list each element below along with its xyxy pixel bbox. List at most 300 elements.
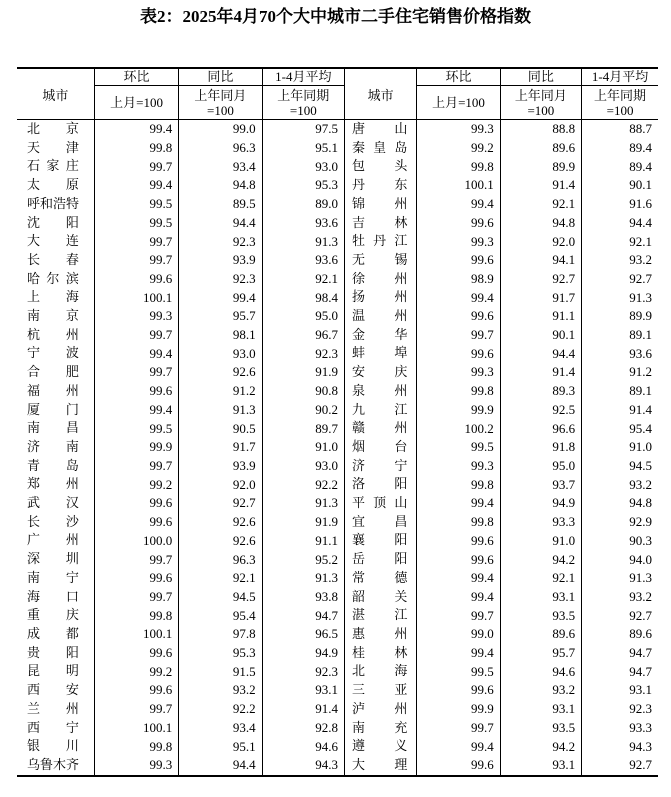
yoy-value-cell: 99.0 xyxy=(179,120,262,139)
mom-value-cell: 99.5 xyxy=(417,662,500,681)
city-cell xyxy=(345,700,417,719)
city-cell xyxy=(345,344,417,363)
yoy-value-cell: 92.1 xyxy=(179,569,262,588)
table-row xyxy=(17,606,658,625)
yoy-value-cell: 91.3 xyxy=(179,401,262,420)
table-row xyxy=(17,700,658,719)
mom-value-cell: 99.6 xyxy=(417,214,500,233)
yoy-value-cell: 94.2 xyxy=(500,550,581,569)
avg-value-cell: 93.2 xyxy=(582,475,658,494)
avg-value-cell: 95.2 xyxy=(262,550,344,569)
city-cell xyxy=(345,363,417,382)
mom-value-cell: 99.8 xyxy=(94,139,178,158)
city-cell xyxy=(17,382,94,401)
mom-value-cell: 99.2 xyxy=(94,475,178,494)
city-name: 桂林 xyxy=(352,644,408,660)
city-name: 南充 xyxy=(352,719,408,735)
yoy-value-cell: 93.1 xyxy=(500,700,581,719)
avg-value-cell: 92.1 xyxy=(262,270,344,289)
page-title: 表2：2025年4月70个大中城市二手住宅销售价格指数 xyxy=(140,7,531,26)
avg-value-cell: 91.4 xyxy=(262,700,344,719)
mom-value-cell: 100.0 xyxy=(94,531,178,550)
city-name: 济宁 xyxy=(352,457,408,473)
city-cell xyxy=(17,307,94,326)
yoy-value-cell: 95.4 xyxy=(179,606,262,625)
avg-value-cell: 91.4 xyxy=(582,401,658,420)
mom-value-cell: 100.1 xyxy=(94,288,178,307)
city-cell xyxy=(345,270,417,289)
city-name: 北京 xyxy=(27,121,79,136)
avg-value-cell: 94.4 xyxy=(582,214,658,233)
city-cell xyxy=(17,662,94,681)
table-row xyxy=(17,232,658,251)
city-cell xyxy=(345,457,417,476)
yoy-value-cell: 89.5 xyxy=(179,195,262,214)
table-row xyxy=(17,494,658,513)
city-cell xyxy=(345,475,417,494)
table-row xyxy=(17,625,658,644)
price-index-table xyxy=(17,67,658,777)
city-cell xyxy=(17,475,94,494)
table-row xyxy=(17,419,658,438)
city-name: 徐州 xyxy=(352,270,408,286)
table-row xyxy=(17,270,658,289)
avg-value-cell: 96.5 xyxy=(262,625,344,644)
mom-value-cell: 99.6 xyxy=(417,550,500,569)
yoy-value-cell: 94.9 xyxy=(500,494,581,513)
avg-value-cell: 91.3 xyxy=(262,494,344,513)
table-row xyxy=(17,251,658,270)
yoy-value-cell: 97.8 xyxy=(179,625,262,644)
yoy-value-cell: 94.8 xyxy=(500,214,581,233)
city-name: 南昌 xyxy=(27,420,79,436)
table-row xyxy=(17,457,658,476)
avg-value-cell: 88.7 xyxy=(582,120,658,139)
avg-value-cell: 91.0 xyxy=(262,438,344,457)
mom-value-cell: 99.4 xyxy=(417,588,500,607)
yoy-value-cell: 95.0 xyxy=(500,457,581,476)
city-cell xyxy=(345,588,417,607)
city-name: 金华 xyxy=(352,326,408,342)
yoy-value-cell: 89.6 xyxy=(500,625,581,644)
mom-value-cell: 99.7 xyxy=(94,457,178,476)
header-avg-base-line2: =100 xyxy=(606,102,634,118)
yoy-value-cell: 93.1 xyxy=(500,588,581,607)
mom-value-cell: 99.4 xyxy=(417,644,500,663)
city-name: 太原 xyxy=(27,177,79,193)
city-name: 成都 xyxy=(27,625,79,641)
yoy-value-cell: 89.3 xyxy=(500,382,581,401)
yoy-value-cell: 92.7 xyxy=(179,494,262,513)
avg-value-cell: 93.0 xyxy=(262,157,344,176)
city-cell xyxy=(345,719,417,738)
city-name: 牡丹江 xyxy=(352,233,408,249)
city-cell xyxy=(17,270,94,289)
city-cell xyxy=(345,232,417,251)
avg-value-cell: 94.5 xyxy=(582,457,658,476)
city-name: 常德 xyxy=(352,569,408,585)
mom-value-cell: 99.6 xyxy=(94,382,178,401)
city-cell xyxy=(17,401,94,420)
avg-value-cell: 89.4 xyxy=(582,139,658,158)
avg-value-cell: 91.6 xyxy=(582,195,658,214)
yoy-value-cell: 95.7 xyxy=(179,307,262,326)
yoy-value-cell: 92.6 xyxy=(179,363,262,382)
mom-value-cell: 99.3 xyxy=(417,457,500,476)
city-cell xyxy=(345,326,417,345)
yoy-value-cell: 94.8 xyxy=(179,176,262,195)
city-name: 重庆 xyxy=(27,607,79,623)
header-yoy-base-line1: 上年同月 xyxy=(514,87,567,103)
avg-value-cell: 93.6 xyxy=(582,344,658,363)
header-city-label-right: 城市 xyxy=(345,68,417,120)
yoy-value-cell: 94.4 xyxy=(179,756,262,776)
city-cell xyxy=(17,719,94,738)
mom-value-cell: 99.6 xyxy=(417,344,500,363)
city-name: 广州 xyxy=(27,532,79,548)
avg-value-cell: 92.3 xyxy=(582,700,658,719)
header-yoy-base-left xyxy=(179,86,262,120)
yoy-value-cell: 99.4 xyxy=(179,288,262,307)
yoy-value-cell: 91.2 xyxy=(179,382,262,401)
yoy-value-cell: 92.1 xyxy=(500,195,581,214)
table-row xyxy=(17,195,658,214)
mom-value-cell: 99.6 xyxy=(417,251,500,270)
city-cell xyxy=(17,251,94,270)
city-name: 长沙 xyxy=(27,513,79,529)
header-mom-base-left: 上月=100 xyxy=(94,86,178,120)
city-name: 秦皇岛 xyxy=(352,139,408,155)
city-cell xyxy=(17,344,94,363)
city-cell xyxy=(17,157,94,176)
city-name: 宁波 xyxy=(27,345,79,361)
yoy-value-cell: 92.5 xyxy=(500,401,581,420)
yoy-value-cell: 91.4 xyxy=(500,176,581,195)
city-cell xyxy=(345,513,417,532)
yoy-value-cell: 95.1 xyxy=(179,737,262,756)
city-name: 泉州 xyxy=(352,382,408,398)
avg-value-cell: 93.2 xyxy=(582,251,658,270)
city-cell xyxy=(17,457,94,476)
city-cell xyxy=(17,326,94,345)
city-cell xyxy=(345,195,417,214)
mom-value-cell: 99.6 xyxy=(94,681,178,700)
avg-value-cell: 97.5 xyxy=(262,120,344,139)
city-cell xyxy=(345,644,417,663)
header-avg-base-left xyxy=(262,86,344,120)
yoy-value-cell: 93.9 xyxy=(179,251,262,270)
yoy-value-cell: 93.2 xyxy=(179,681,262,700)
mom-value-cell: 99.9 xyxy=(94,438,178,457)
yoy-value-cell: 93.2 xyxy=(500,681,581,700)
mom-value-cell: 99.4 xyxy=(94,401,178,420)
table-row xyxy=(17,382,658,401)
mom-value-cell: 99.6 xyxy=(417,307,500,326)
table-row xyxy=(17,737,658,756)
city-cell xyxy=(17,363,94,382)
avg-value-cell: 92.3 xyxy=(262,662,344,681)
city-name: 九江 xyxy=(352,401,408,417)
city-name: 青岛 xyxy=(27,457,79,473)
city-cell xyxy=(17,625,94,644)
avg-value-cell: 92.3 xyxy=(262,344,344,363)
city-cell xyxy=(345,756,417,776)
table-row xyxy=(17,719,658,738)
city-name: 昆明 xyxy=(27,663,79,679)
yoy-value-cell: 94.4 xyxy=(500,344,581,363)
city-name: 泸州 xyxy=(352,700,408,716)
city-name: 南宁 xyxy=(27,569,79,585)
mom-value-cell: 99.4 xyxy=(417,195,500,214)
mom-value-cell: 99.3 xyxy=(94,307,178,326)
mom-value-cell: 99.7 xyxy=(94,232,178,251)
city-name: 扬州 xyxy=(352,289,408,305)
avg-value-cell: 94.7 xyxy=(582,644,658,663)
city-name: 吉林 xyxy=(352,214,408,230)
table-row xyxy=(17,120,658,139)
city-cell xyxy=(17,419,94,438)
yoy-value-cell: 93.7 xyxy=(500,475,581,494)
header-row-base xyxy=(17,86,658,120)
city-cell xyxy=(17,644,94,663)
mom-value-cell: 99.7 xyxy=(94,700,178,719)
city-cell xyxy=(17,606,94,625)
header-avg-label-right: 1-4月平均 xyxy=(582,68,658,86)
city-cell xyxy=(17,756,94,776)
yoy-value-cell: 93.4 xyxy=(179,157,262,176)
avg-value-cell: 98.4 xyxy=(262,288,344,307)
avg-value-cell: 91.3 xyxy=(262,232,344,251)
city-name: 北海 xyxy=(352,663,408,679)
avg-value-cell: 92.7 xyxy=(582,270,658,289)
table-row xyxy=(17,288,658,307)
yoy-value-cell: 95.7 xyxy=(500,644,581,663)
avg-value-cell: 93.2 xyxy=(582,588,658,607)
mom-value-cell: 99.5 xyxy=(417,438,500,457)
table-row xyxy=(17,176,658,195)
table-row xyxy=(17,662,658,681)
table-body xyxy=(17,120,658,776)
city-name: 洛阳 xyxy=(352,476,408,492)
avg-value-cell: 93.0 xyxy=(262,457,344,476)
table-row xyxy=(17,513,658,532)
mom-value-cell: 99.6 xyxy=(417,681,500,700)
mom-value-cell: 99.7 xyxy=(417,606,500,625)
city-name: 福州 xyxy=(27,382,79,398)
city-name: 西宁 xyxy=(27,719,79,735)
city-cell xyxy=(17,513,94,532)
city-cell xyxy=(345,288,417,307)
mom-value-cell: 99.7 xyxy=(94,550,178,569)
city-cell xyxy=(345,569,417,588)
city-cell xyxy=(17,288,94,307)
yoy-value-cell: 94.4 xyxy=(179,214,262,233)
mom-value-cell: 100.1 xyxy=(417,176,500,195)
city-cell xyxy=(345,531,417,550)
yoy-value-cell: 89.6 xyxy=(500,139,581,158)
mom-value-cell: 99.6 xyxy=(94,644,178,663)
city-name: 湛江 xyxy=(352,607,408,623)
avg-value-cell: 92.8 xyxy=(262,719,344,738)
mom-value-cell: 99.4 xyxy=(94,176,178,195)
yoy-value-cell: 93.9 xyxy=(179,457,262,476)
yoy-value-cell: 92.0 xyxy=(179,475,262,494)
yoy-value-cell: 92.1 xyxy=(500,569,581,588)
city-cell xyxy=(17,494,94,513)
table-head xyxy=(17,68,658,120)
city-name: 合肥 xyxy=(27,364,79,380)
city-name: 烟台 xyxy=(352,438,408,454)
avg-value-cell: 94.7 xyxy=(262,606,344,625)
header-yoy-base-line2: =100 xyxy=(207,102,234,118)
mom-value-cell: 99.5 xyxy=(94,195,178,214)
city-name: 西安 xyxy=(27,682,79,698)
city-name: 丹东 xyxy=(352,177,408,193)
header-mom-label-right: 环比 xyxy=(417,68,500,86)
mom-value-cell: 99.4 xyxy=(94,120,178,139)
mom-value-cell: 99.7 xyxy=(417,326,500,345)
header-yoy-base-right xyxy=(500,86,581,120)
yoy-value-cell: 93.5 xyxy=(500,719,581,738)
avg-value-cell: 92.9 xyxy=(582,513,658,532)
city-name: 大理 xyxy=(352,756,408,772)
city-cell xyxy=(345,307,417,326)
city-name: 三亚 xyxy=(352,682,408,698)
table-row xyxy=(17,531,658,550)
avg-value-cell: 94.8 xyxy=(582,494,658,513)
header-avg-base-line1: 上年同期 xyxy=(277,87,330,103)
city-cell xyxy=(17,232,94,251)
city-cell xyxy=(345,401,417,420)
city-name: 岳阳 xyxy=(352,551,408,567)
city-name: 唐山 xyxy=(352,121,408,136)
yoy-value-cell: 88.8 xyxy=(500,120,581,139)
table-row xyxy=(17,475,658,494)
avg-value-cell: 95.3 xyxy=(262,176,344,195)
city-name: 锦州 xyxy=(352,195,408,211)
avg-value-cell: 90.1 xyxy=(582,176,658,195)
avg-value-cell: 92.2 xyxy=(262,475,344,494)
city-name: 无锡 xyxy=(352,251,408,267)
mom-value-cell: 99.5 xyxy=(94,214,178,233)
city-cell xyxy=(345,662,417,681)
avg-value-cell: 89.9 xyxy=(582,307,658,326)
avg-value-cell: 91.0 xyxy=(582,438,658,457)
city-name: 石家庄 xyxy=(27,158,79,174)
city-cell xyxy=(345,494,417,513)
city-name: 赣州 xyxy=(352,420,408,436)
city-name: 武汉 xyxy=(27,495,79,511)
avg-value-cell: 92.7 xyxy=(582,606,658,625)
mom-value-cell: 99.4 xyxy=(94,344,178,363)
avg-value-cell: 89.7 xyxy=(262,419,344,438)
city-name: 包头 xyxy=(352,158,408,174)
header-yoy-base-line2: =100 xyxy=(527,102,555,118)
avg-value-cell: 93.6 xyxy=(262,214,344,233)
mom-value-cell: 99.0 xyxy=(417,625,500,644)
yoy-value-cell: 93.3 xyxy=(500,513,581,532)
avg-value-cell: 91.1 xyxy=(262,531,344,550)
city-cell xyxy=(345,120,417,139)
avg-value-cell: 92.1 xyxy=(582,232,658,251)
avg-value-cell: 91.3 xyxy=(582,288,658,307)
yoy-value-cell: 96.3 xyxy=(179,550,262,569)
city-name: 襄阳 xyxy=(352,532,408,548)
avg-value-cell: 92.7 xyxy=(582,756,658,776)
mom-value-cell: 99.3 xyxy=(94,756,178,776)
yoy-value-cell: 91.7 xyxy=(179,438,262,457)
table-row xyxy=(17,550,658,569)
yoy-value-cell: 92.6 xyxy=(179,513,262,532)
city-cell xyxy=(345,214,417,233)
city-cell xyxy=(17,681,94,700)
avg-value-cell: 89.0 xyxy=(262,195,344,214)
city-cell xyxy=(17,700,94,719)
yoy-value-cell: 92.7 xyxy=(500,270,581,289)
mom-value-cell: 99.7 xyxy=(94,588,178,607)
yoy-value-cell: 93.5 xyxy=(500,606,581,625)
table-row xyxy=(17,157,658,176)
city-name: 厦门 xyxy=(27,401,79,417)
city-name: 呼和浩特 xyxy=(27,195,80,211)
city-name: 海口 xyxy=(27,588,79,604)
city-cell xyxy=(345,176,417,195)
city-name: 上海 xyxy=(27,289,79,305)
city-name: 乌鲁木齐 xyxy=(27,756,80,772)
table-row xyxy=(17,363,658,382)
mom-value-cell: 99.8 xyxy=(417,157,500,176)
city-cell xyxy=(17,438,94,457)
city-cell xyxy=(345,550,417,569)
city-name: 安庆 xyxy=(352,364,408,380)
yoy-value-cell: 89.9 xyxy=(500,157,581,176)
yoy-value-cell: 91.7 xyxy=(500,288,581,307)
mom-value-cell: 99.6 xyxy=(94,494,178,513)
avg-value-cell: 91.3 xyxy=(582,569,658,588)
city-name: 济南 xyxy=(27,438,79,454)
mom-value-cell: 98.9 xyxy=(417,270,500,289)
city-name: 惠州 xyxy=(352,625,408,641)
avg-value-cell: 93.6 xyxy=(262,251,344,270)
avg-value-cell: 91.9 xyxy=(262,513,344,532)
yoy-value-cell: 95.3 xyxy=(179,644,262,663)
yoy-value-cell: 91.5 xyxy=(179,662,262,681)
header-mom-base-right: 上月=100 xyxy=(417,86,500,120)
city-cell xyxy=(17,569,94,588)
city-name: 郑州 xyxy=(27,476,79,492)
table-row xyxy=(17,307,658,326)
city-cell xyxy=(345,157,417,176)
mom-value-cell: 100.2 xyxy=(417,419,500,438)
mom-value-cell: 99.4 xyxy=(417,494,500,513)
mom-value-cell: 99.6 xyxy=(94,513,178,532)
mom-value-cell: 99.3 xyxy=(417,232,500,251)
header-avg-base-line1: 上年同期 xyxy=(594,87,647,103)
city-cell xyxy=(345,737,417,756)
city-cell xyxy=(345,139,417,158)
avg-value-cell: 94.3 xyxy=(582,737,658,756)
mom-value-cell: 100.1 xyxy=(94,719,178,738)
yoy-value-cell: 96.3 xyxy=(179,139,262,158)
yoy-value-cell: 93.0 xyxy=(179,344,262,363)
yoy-value-cell: 94.5 xyxy=(179,588,262,607)
mom-value-cell: 99.6 xyxy=(94,270,178,289)
avg-value-cell: 91.3 xyxy=(262,569,344,588)
city-name: 长春 xyxy=(27,251,79,267)
yoy-value-cell: 92.6 xyxy=(179,531,262,550)
city-name: 兰州 xyxy=(27,700,79,716)
yoy-value-cell: 94.1 xyxy=(500,251,581,270)
